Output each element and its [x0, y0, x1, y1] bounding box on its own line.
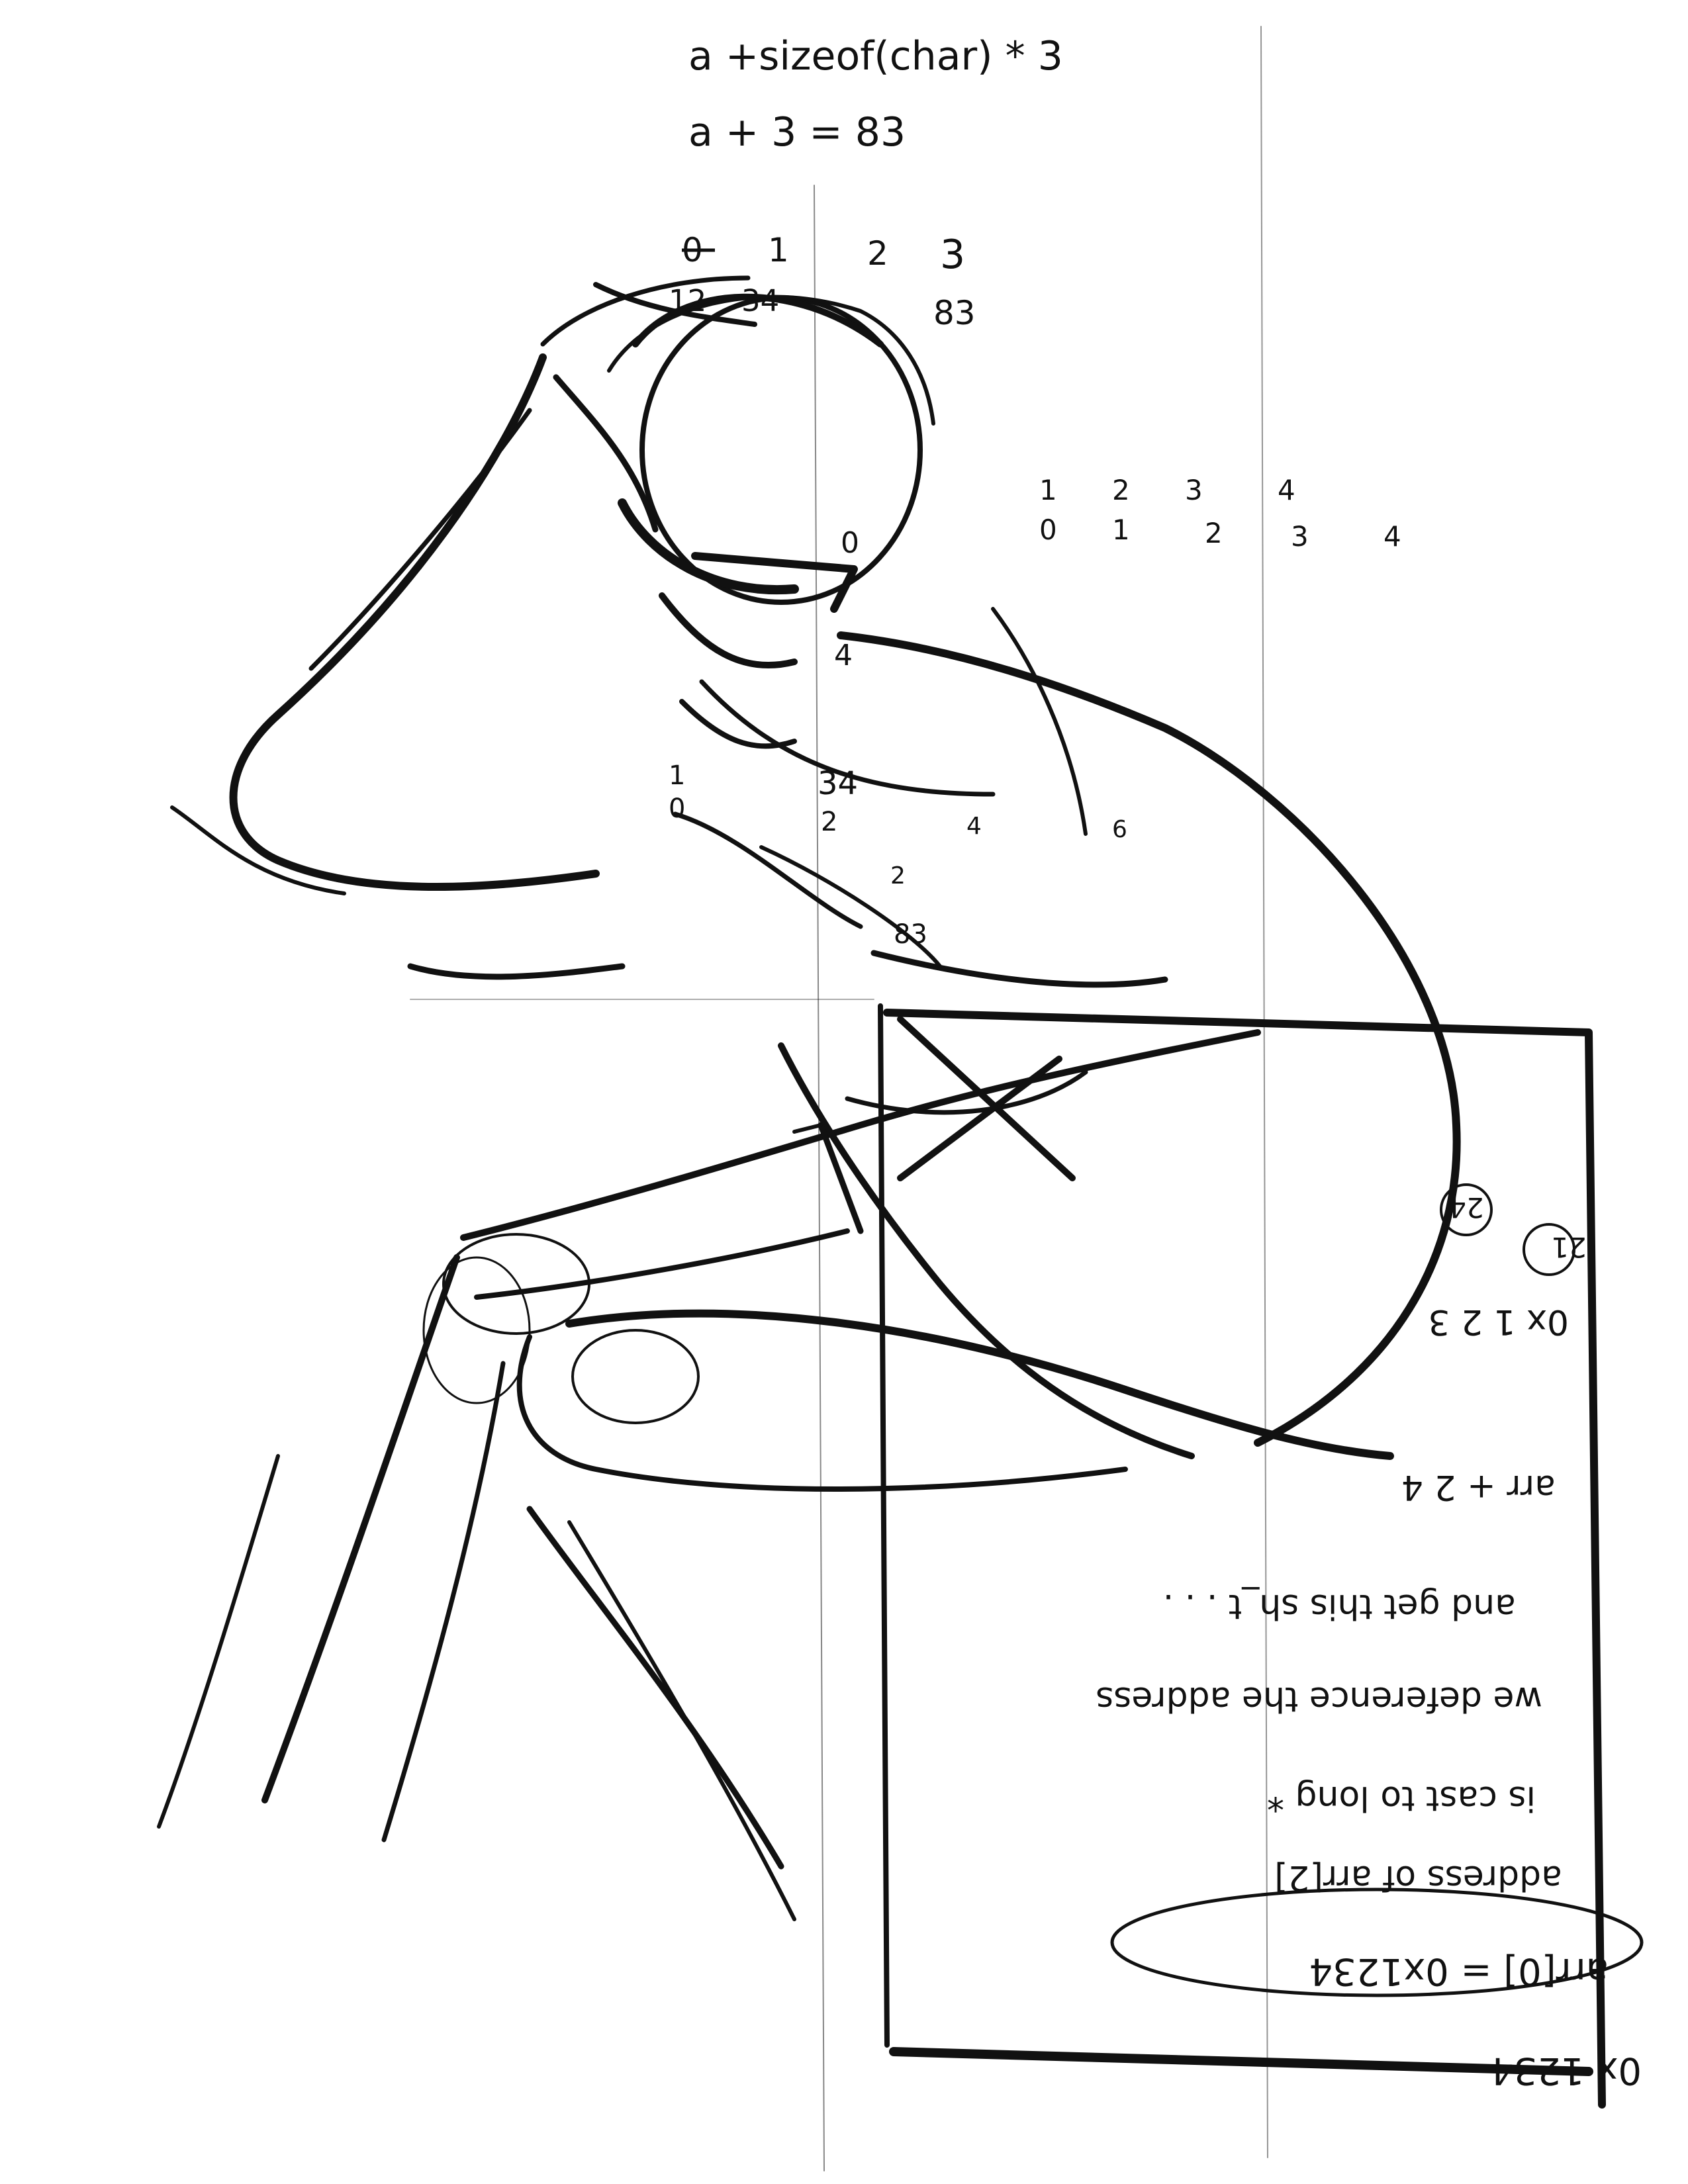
val-b-0: 0 — [1039, 514, 1057, 546]
index-table-b — [1039, 474, 1401, 553]
idx-a-3: 3 — [940, 232, 966, 278]
note-circled-24: 24 — [1448, 1191, 1484, 1224]
scribble-0: 0 — [669, 794, 686, 824]
note-line2: we deference the address — [1096, 1679, 1542, 1719]
scribble-2: 2 — [821, 807, 838, 837]
idx-b-4: 4 — [1278, 474, 1295, 506]
idx-a-0: 0 — [682, 231, 703, 269]
note-addr: 0x 1 2 3 — [1428, 1302, 1569, 1342]
scribble-6: 6 — [1112, 816, 1127, 843]
val-b-4: 4 — [1383, 520, 1401, 553]
figure-head — [543, 278, 933, 747]
note-arr-plus: arr + 2 4 — [1401, 1467, 1556, 1507]
idx-b-2: 2 — [1112, 474, 1130, 506]
val-a-1: 34 — [741, 283, 780, 318]
figure-knees — [424, 1234, 698, 1423]
val-a-2: 83 — [933, 294, 976, 332]
scribble-34: 34 — [818, 765, 859, 802]
note-corner: 0x 1234 — [1489, 2049, 1642, 2092]
idx-b-3: 3 — [1185, 474, 1203, 506]
val-a-0: 12 — [669, 283, 707, 318]
figure-arm-raised — [172, 285, 755, 977]
idx-a-2: 2 — [867, 234, 888, 273]
guide-line — [814, 185, 824, 2171]
val-b-2: 2 — [1205, 517, 1223, 549]
note-sizeof: a +sizeof(char) * 3 — [688, 33, 1063, 79]
face-4: 4 — [834, 639, 853, 672]
scribble-1: 1 — [669, 760, 686, 791]
idx-a-1: 1 — [768, 231, 789, 269]
note-circled-21: 21 — [1551, 1231, 1587, 1263]
note-line4: address of arr[2] — [1274, 1858, 1562, 1897]
note-boxed: arr[0] = 0x1234 — [1309, 1950, 1609, 1993]
scribble-2b: 2 — [890, 862, 906, 889]
hip-x-mark — [900, 1019, 1072, 1178]
note-line1: and get this sh_t . . . — [1162, 1586, 1516, 1626]
scribble-83: 83 — [894, 919, 927, 950]
figure-legs — [159, 1032, 1390, 1919]
guide-line — [1261, 26, 1268, 2158]
val-b-1: 1 — [1112, 514, 1130, 546]
idx-b-1: 1 — [1039, 474, 1057, 506]
face-0: 0 — [841, 526, 859, 560]
note-line3: is cast to long * — [1266, 1778, 1536, 1818]
val-b-3: 3 — [1291, 520, 1309, 553]
upside-down-notes — [1096, 1191, 1642, 2092]
scribble-4: 4 — [966, 813, 982, 840]
note-result: a + 3 = 83 — [688, 109, 906, 156]
